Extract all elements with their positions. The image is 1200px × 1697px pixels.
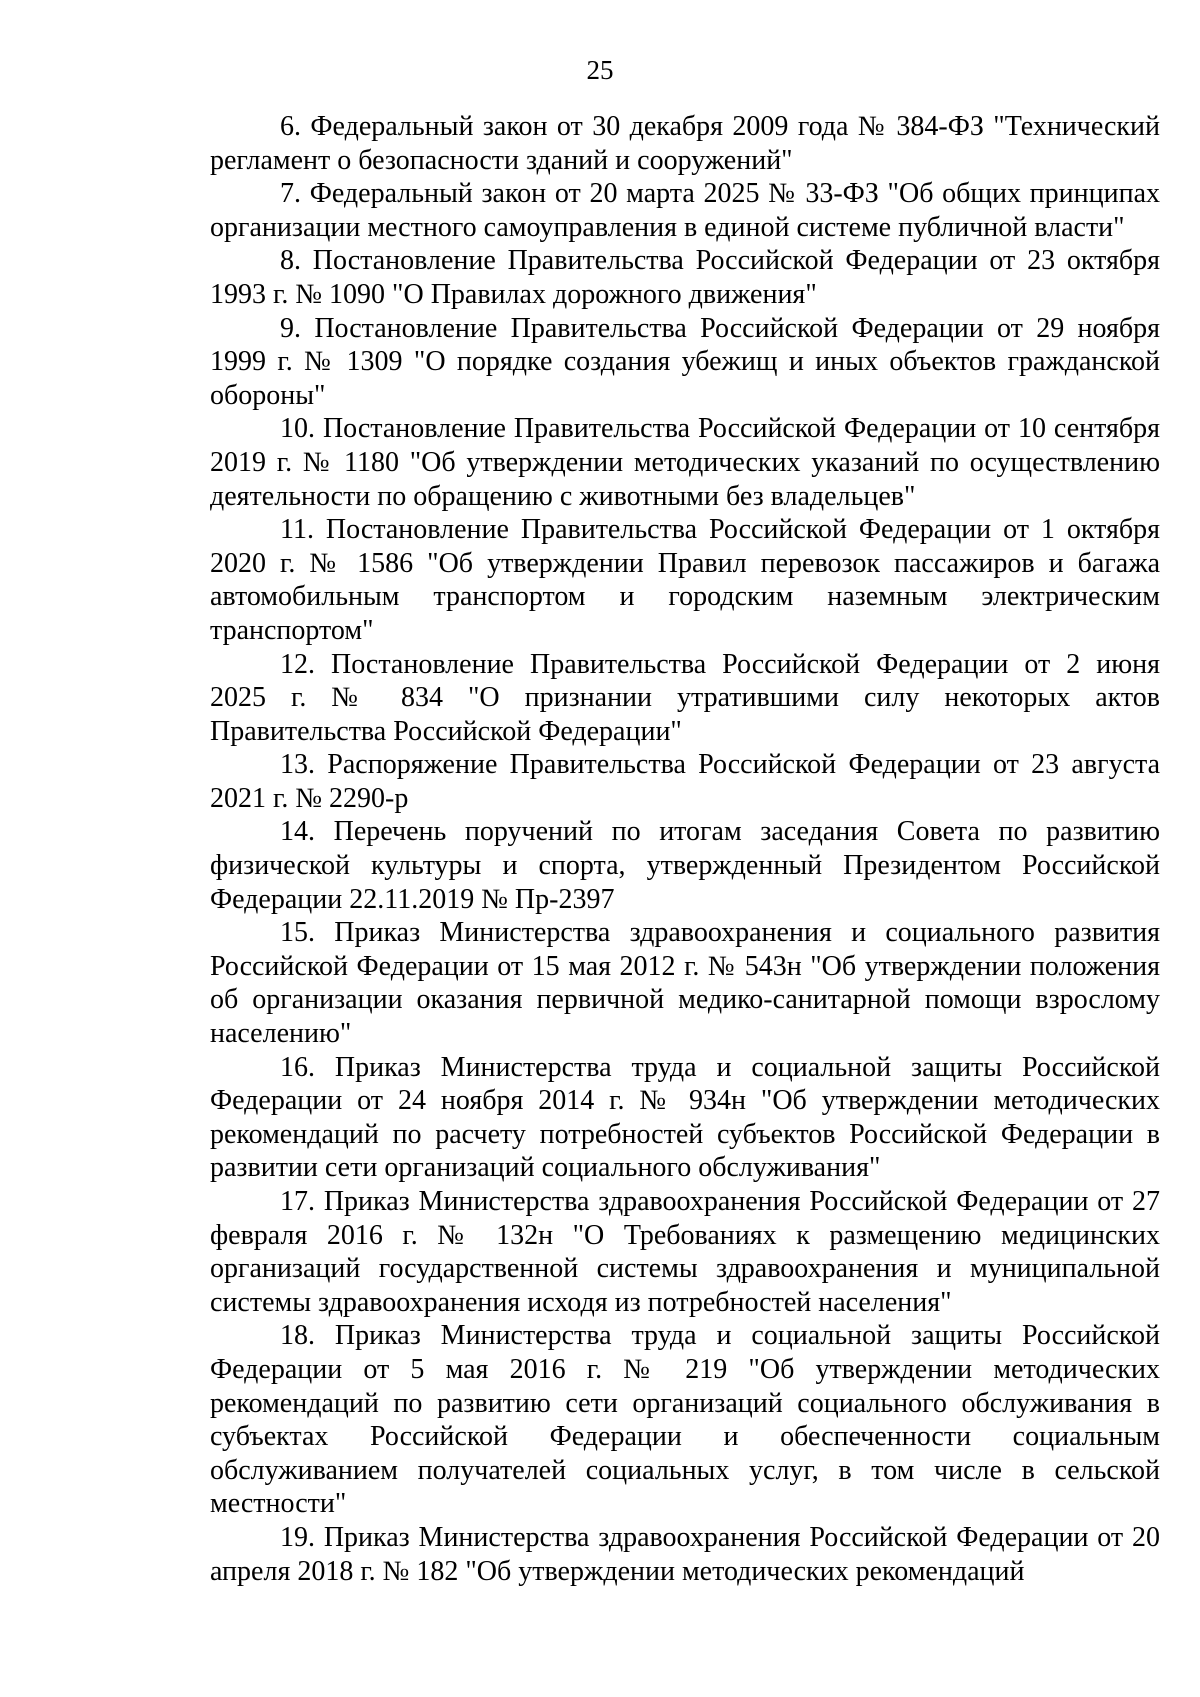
- list-item: 6. Федеральный закон от 30 декабря 2009 года № 384-ФЗ "Технический регламент о безопасности зданий и сооружений": [210, 111, 1160, 176]
- list-item: 8. Постановление Правительства Российской Федерации от 23 октября 1993 г. № 1090 "О Правилах дорожного движения": [210, 245, 1160, 310]
- list-item: 14. Перечень поручений по итогам заседания Совета по развитию физической культуры и спорта, утвержденный Президентом Российской Федерации 22.11.2019 № Пр-2397: [210, 816, 1160, 915]
- list-item: 13. Распоряжение Правительства Российской Федерации от 23 августа 2021 г. № 2290-р: [210, 749, 1160, 814]
- list-item: 12. Постановление Правительства Российской Федерации от 2 июня 2025 г. № 834 "О признании утратившими силу некоторых актов Правительства Российской Федерации": [210, 648, 1160, 747]
- document-body: [210, 110, 1160, 1588]
- list-item: 9. Постановление Правительства Российской Федерации от 29 ноября 1999 г. № 1309 "О порядке создания убежищ и иных объектов гражданской обороны": [210, 312, 1160, 411]
- list-item: 16. Приказ Министерства труда и социальной защиты Российской Федерации от 24 ноября 2014 г. № 934н "Об утверждении методических рекомендаций по расчету потребностей субъектов Российской Федерации в развитии сети организаций социального обслуживания": [210, 1051, 1160, 1184]
- list-item: 19. Приказ Министерства здравоохранения Российской Федерации от 20 апреля 2018 г. № 182 "Об утверждении методических рекомендаций: [210, 1521, 1160, 1587]
- page-number: 25: [586, 55, 614, 85]
- list-item: 17. Приказ Министерства здравоохранения Российской Федерации от 27 февраля 2016 г. № 132н "О Требованиях к размещению медицинских организаций государственной системы здравоохранения и муниципальной системы здравоохранения исходя из потребностей населения": [210, 1186, 1160, 1318]
- list-item: 11. Постановление Правительства Российской Федерации от 1 октября 2020 г. № 1586 "Об утверждении Правил перевозок пассажиров и багажа автомобильным транспортом и городским наземным электрическим транспортом": [210, 514, 1160, 646]
- list-item: 15. Приказ Министерства здравоохранения и социального развития Российской Федерации от 15 мая 2012 г. № 543н "Об утверждении положения об организации оказания первичной медико-санитарной помощи взрослому населению": [210, 917, 1160, 1050]
- list-item: 10. Постановление Правительства Российской Федерации от 10 сентября 2019 г. № 1180 "Об утверждении методических указаний по осуществлению деятельности по обращению с животными без владельцев": [210, 413, 1160, 512]
- list-item: 18. Приказ Министерства труда и социальной защиты Российской Федерации от 5 мая 2016 г. № 219 "Об утверждении методических рекомендаций по развитию сети организаций социального обслуживания в субъектах Российской Федерации и обеспеченности социальным обслуживанием получателей социальных услуг, в том числе в сельской местности": [210, 1320, 1160, 1520]
- list-item: 7. Федеральный закон от 20 марта 2025 № 33-ФЗ "Об общих принципах организации местного самоуправления в единой системе публичной власти": [210, 178, 1160, 243]
